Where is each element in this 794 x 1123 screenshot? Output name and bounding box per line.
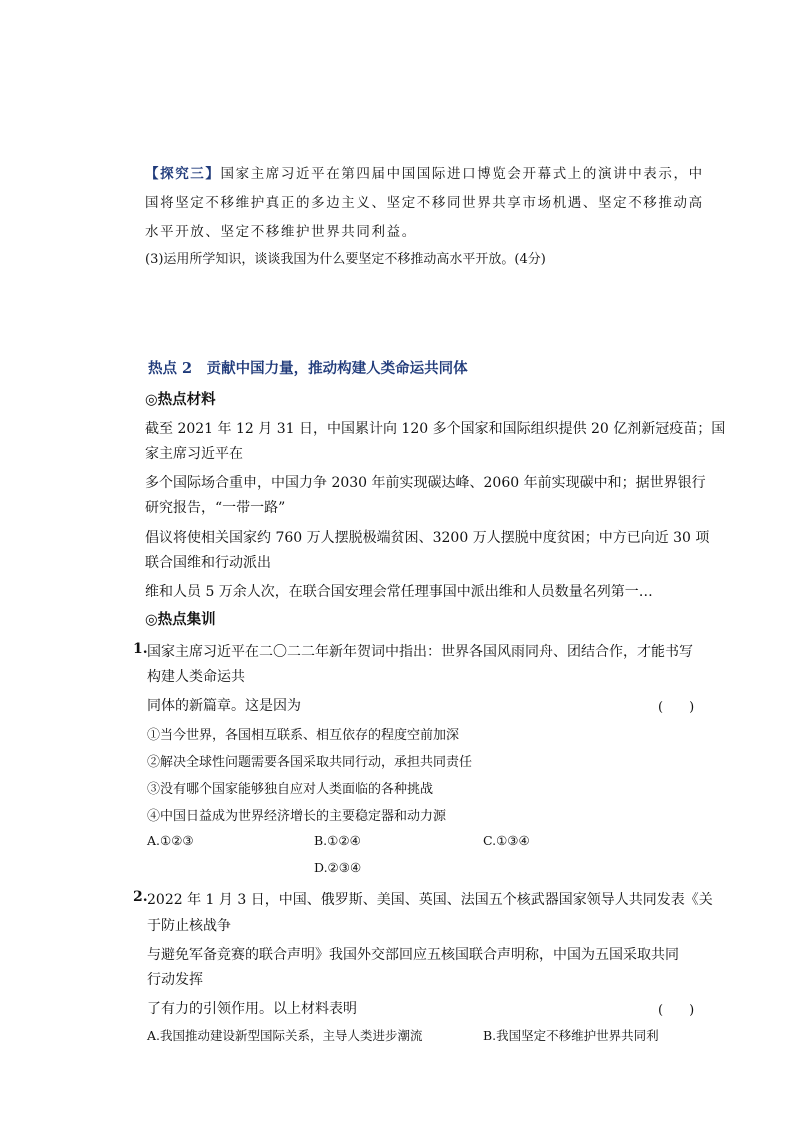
q1-stem-line-3: 同体的新篇章。这是因为 (147, 698, 301, 714)
tanjiu-question: (3)运用所学知识，谈谈我国为什么要坚定不移推动高水平开放。(4分) (145, 252, 546, 267)
material-line-7: 维和人员 5 万余人次，在联合国安理会常任理事国中派出维和人员数量名列第一… (145, 584, 653, 600)
q1-stem-line-1: 国家主席习近平在二〇二二年新年贺词中指出：世界各国风雨同舟、团结合作，才能书写 (147, 644, 693, 660)
q2-stem-line-1: 2022 年 1 月 3 日，中国、俄罗斯、美国、英国、法国五个核武器国家领导人共同发表《关 (147, 892, 713, 908)
q2-stem-line-2: 于防止核战争 (147, 918, 231, 934)
material-line-3: 多个国际场合重申，中国力争 2030 年前实现碳达峰、2060 年前实现碳中和；据世界银行 (145, 475, 706, 491)
tanjiu-line-1 (145, 162, 704, 182)
q1-item-3: ③没有哪个国家能够独自应对人类面临的各种挑战 (147, 782, 434, 797)
material-title: ◎热点材料 (145, 391, 216, 408)
material-line-2: 家主席习近平在 (145, 446, 243, 462)
q2-option-a[interactable]: A.我国推动建设新型国际关系，主导人类进步潮流 (147, 1028, 423, 1043)
hotspot-heading: 热点 2 贡献中国力量，推动构建人类命运共同体 (148, 360, 468, 377)
training-title: ◎热点集训 (145, 611, 216, 628)
q2-option-b[interactable]: B.我国坚定不移维护世界共同利 (483, 1028, 659, 1043)
q2-number: 2. (133, 889, 148, 905)
q1-stem-line-2: 构建人类命运共 (147, 669, 245, 685)
q2-stem-line-5: 了有力的引领作用。以上材料表明 (147, 1001, 357, 1017)
material-line-1: 截至 2021 年 12 月 31 日，中国累计向 120 多个国家和国际组织提供 20 亿剂新冠疫苗；国 (145, 421, 726, 437)
q1-option-a[interactable]: A.①②③ (147, 833, 194, 848)
q1-answer-blank[interactable]: ( ) (658, 700, 695, 715)
q1-item-2: ②解决全球性问题需要各国采取共同行动，承担共同责任 (147, 755, 473, 770)
material-line-4: 研究报告，“一带一路” (145, 500, 286, 516)
tanjiu-line-2: 国将坚定不移维护真正的多边主义、坚定不移同世界共享市场机遇、坚定不移推动高 (145, 195, 704, 211)
q1-option-d[interactable]: D.②③④ (314, 860, 362, 875)
q2-stem-line-4: 行动发挥 (147, 972, 203, 988)
q1-item-4: ④中国日益成为世界经济增长的主要稳定器和动力源 (147, 809, 447, 824)
material-line-5: 倡议将使相关国家约 760 万人摆脱极端贫困、3200 万人摆脱中度贫困；中方已向近 30 项 (145, 530, 710, 546)
tanjiu-line-3: 水平开放、坚定不移维护世界共同利益。 (145, 224, 417, 240)
q1-item-1: ①当今世界，各国相互联系、相互依存的程度空前加深 (147, 728, 460, 743)
q2-stem-line-3: 与避免军备竞赛的联合声明》我国外交部回应五核国联合声明称，中国为五国采取共同 (147, 947, 679, 963)
tanjiu-tag: 【探究三】 (145, 166, 221, 182)
q1-number: 1. (133, 641, 148, 657)
q1-option-c[interactable]: C.①③④ (483, 833, 530, 848)
material-line-6: 联合国维和行动派出 (145, 555, 271, 571)
q2-answer-blank[interactable]: ( ) (658, 1003, 695, 1018)
q1-option-b[interactable]: B.①②④ (314, 833, 361, 848)
tanjiu-text-1: 国家主席习近平在第四届中国国际进口博览会开幕式上的演讲中表示，中 (220, 166, 704, 182)
